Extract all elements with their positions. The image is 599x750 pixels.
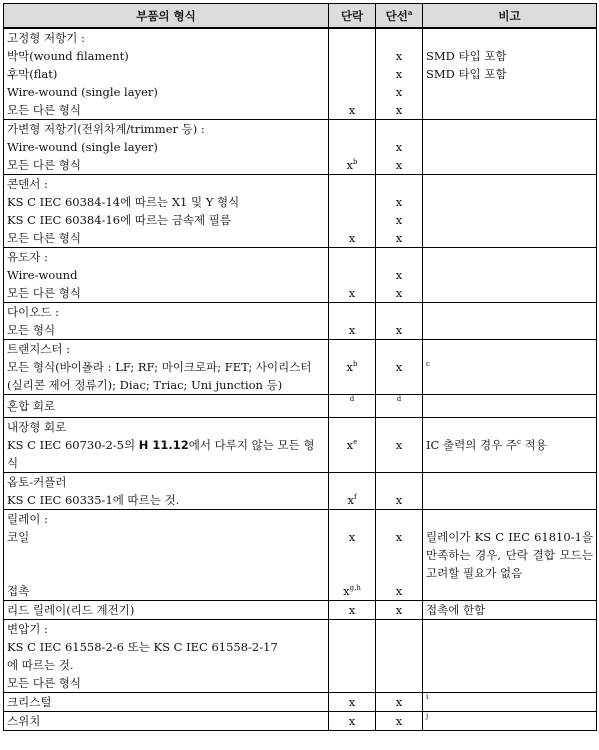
- table-row: [4, 28, 597, 120]
- remark-cell: SMD 타입 포함 SMD 타입 포함: [423, 28, 597, 120]
- header-type: 부품의 형식: [4, 4, 329, 29]
- type-cell: 가변형 저항기(전위차계/trimmer 등) : Wire-wound (single layer) 모든 다른 형식: [4, 120, 329, 175]
- remark-cell: [423, 395, 597, 418]
- type-cell: 콘덴서 : KS C IEC 60384-14에 따르는 X1 및 Y 형식 KS C IEC 60384-16에 따르는 금속제 필름 모든 다른 형식: [4, 175, 329, 248]
- table-row: [4, 601, 597, 620]
- remark-cell: 릴레이가 KS C IEC 61810-1을 만족하는 경우, 단락 결합 모드는 고려할 필요가 없음: [423, 510, 597, 601]
- short-cell: x x: [376, 248, 423, 303]
- remark-cell: j: [423, 712, 597, 731]
- remark-cell: [423, 248, 597, 303]
- remark-cell: i: [423, 693, 597, 712]
- open-cell: [329, 620, 376, 693]
- type-cell: 혼합 회로: [4, 395, 329, 418]
- type-cell: 트랜지스터 : 모든 형식(바이폴라 : LF; RF; 마이크로파; FET; 사이리스터(실리콘 제어 정류기); Diac; Triac; Uni junction 등): [4, 340, 329, 395]
- short-cell: x x x: [376, 175, 423, 248]
- table-row: [4, 473, 597, 510]
- short-cell: x: [376, 712, 423, 731]
- short-cell: x x: [376, 120, 423, 175]
- type-cell: 고정형 저항기 : 박막(wound filament) 후막(flat) Wire-wound (single layer) 모든 다른 형식: [4, 28, 329, 120]
- remark-cell: [423, 303, 597, 340]
- remark-cell: [423, 175, 597, 248]
- table-row: [4, 395, 597, 418]
- type-cell: 변압기 : KS C IEC 61558-2-6 또는 KS C IEC 61558-2-17 에 따르는 것. 모든 다른 형식: [4, 620, 329, 693]
- header-open: 단락: [329, 4, 376, 29]
- remark-cell: c: [423, 340, 597, 395]
- remark-cell: 접촉에 한함: [423, 601, 597, 620]
- open-cell: $x^f$: [329, 473, 376, 510]
- type-cell: 옵토-커플러 KS C IEC 60335-1에 따르는 것.: [4, 473, 329, 510]
- remark-cell: [423, 473, 597, 510]
- short-cell: x: [376, 303, 423, 340]
- remark-cell: [423, 620, 597, 693]
- table-row: [4, 340, 597, 395]
- table-row: [4, 175, 597, 248]
- header-remark: 비고: [423, 4, 597, 29]
- type-cell: 다이오드 : 모든 형식: [4, 303, 329, 340]
- short-cell: x: [376, 473, 423, 510]
- component-fault-table: [3, 3, 597, 731]
- open-cell: $x^e$: [329, 418, 376, 473]
- open-cell: x: [329, 28, 376, 120]
- type-cell: 스위치: [4, 712, 329, 731]
- table-row: [4, 120, 597, 175]
- open-cell: x: [329, 601, 376, 620]
- open-cell: x $x^{g,h}$: [329, 510, 376, 601]
- open-cell: x: [329, 712, 376, 731]
- open-cell: d: [329, 395, 376, 418]
- table-row: [4, 693, 597, 712]
- open-cell: $x^b$: [329, 340, 376, 395]
- table-row: [4, 303, 597, 340]
- remark-cell: [423, 120, 597, 175]
- remark-cell: IC 출력의 경우 주$^c$ 적용: [423, 418, 597, 473]
- open-cell: x: [329, 693, 376, 712]
- table-row: [4, 620, 597, 693]
- table-row: [4, 418, 597, 473]
- short-cell: d: [376, 395, 423, 418]
- short-cell: x: [376, 418, 423, 473]
- short-cell: x: [376, 601, 423, 620]
- open-cell: $x^b$: [329, 120, 376, 175]
- open-cell: x: [329, 248, 376, 303]
- table-row: [4, 712, 597, 731]
- type-cell: 유도자 : Wire-wound 모든 다른 형식: [4, 248, 329, 303]
- type-cell: 크리스털: [4, 693, 329, 712]
- table-row: [4, 248, 597, 303]
- open-cell: x: [329, 175, 376, 248]
- short-cell: x x x x: [376, 28, 423, 120]
- type-cell: 내장형 회로 KS C IEC 60730-2-5의 H 11.12에서 다루지 않는 모든 형식: [4, 418, 329, 473]
- short-cell: x x: [376, 510, 423, 601]
- type-cell: 리드 릴레이(리드 계전기): [4, 601, 329, 620]
- table-row: [4, 510, 597, 601]
- type-cell: 릴레이 : 코일 접촉: [4, 510, 329, 601]
- short-cell: x: [376, 693, 423, 712]
- header-short-open: 단선$^a$: [376, 4, 423, 29]
- open-cell: x: [329, 303, 376, 340]
- short-cell: [376, 620, 423, 693]
- short-cell: x: [376, 340, 423, 395]
- table-header-row: [4, 4, 597, 29]
